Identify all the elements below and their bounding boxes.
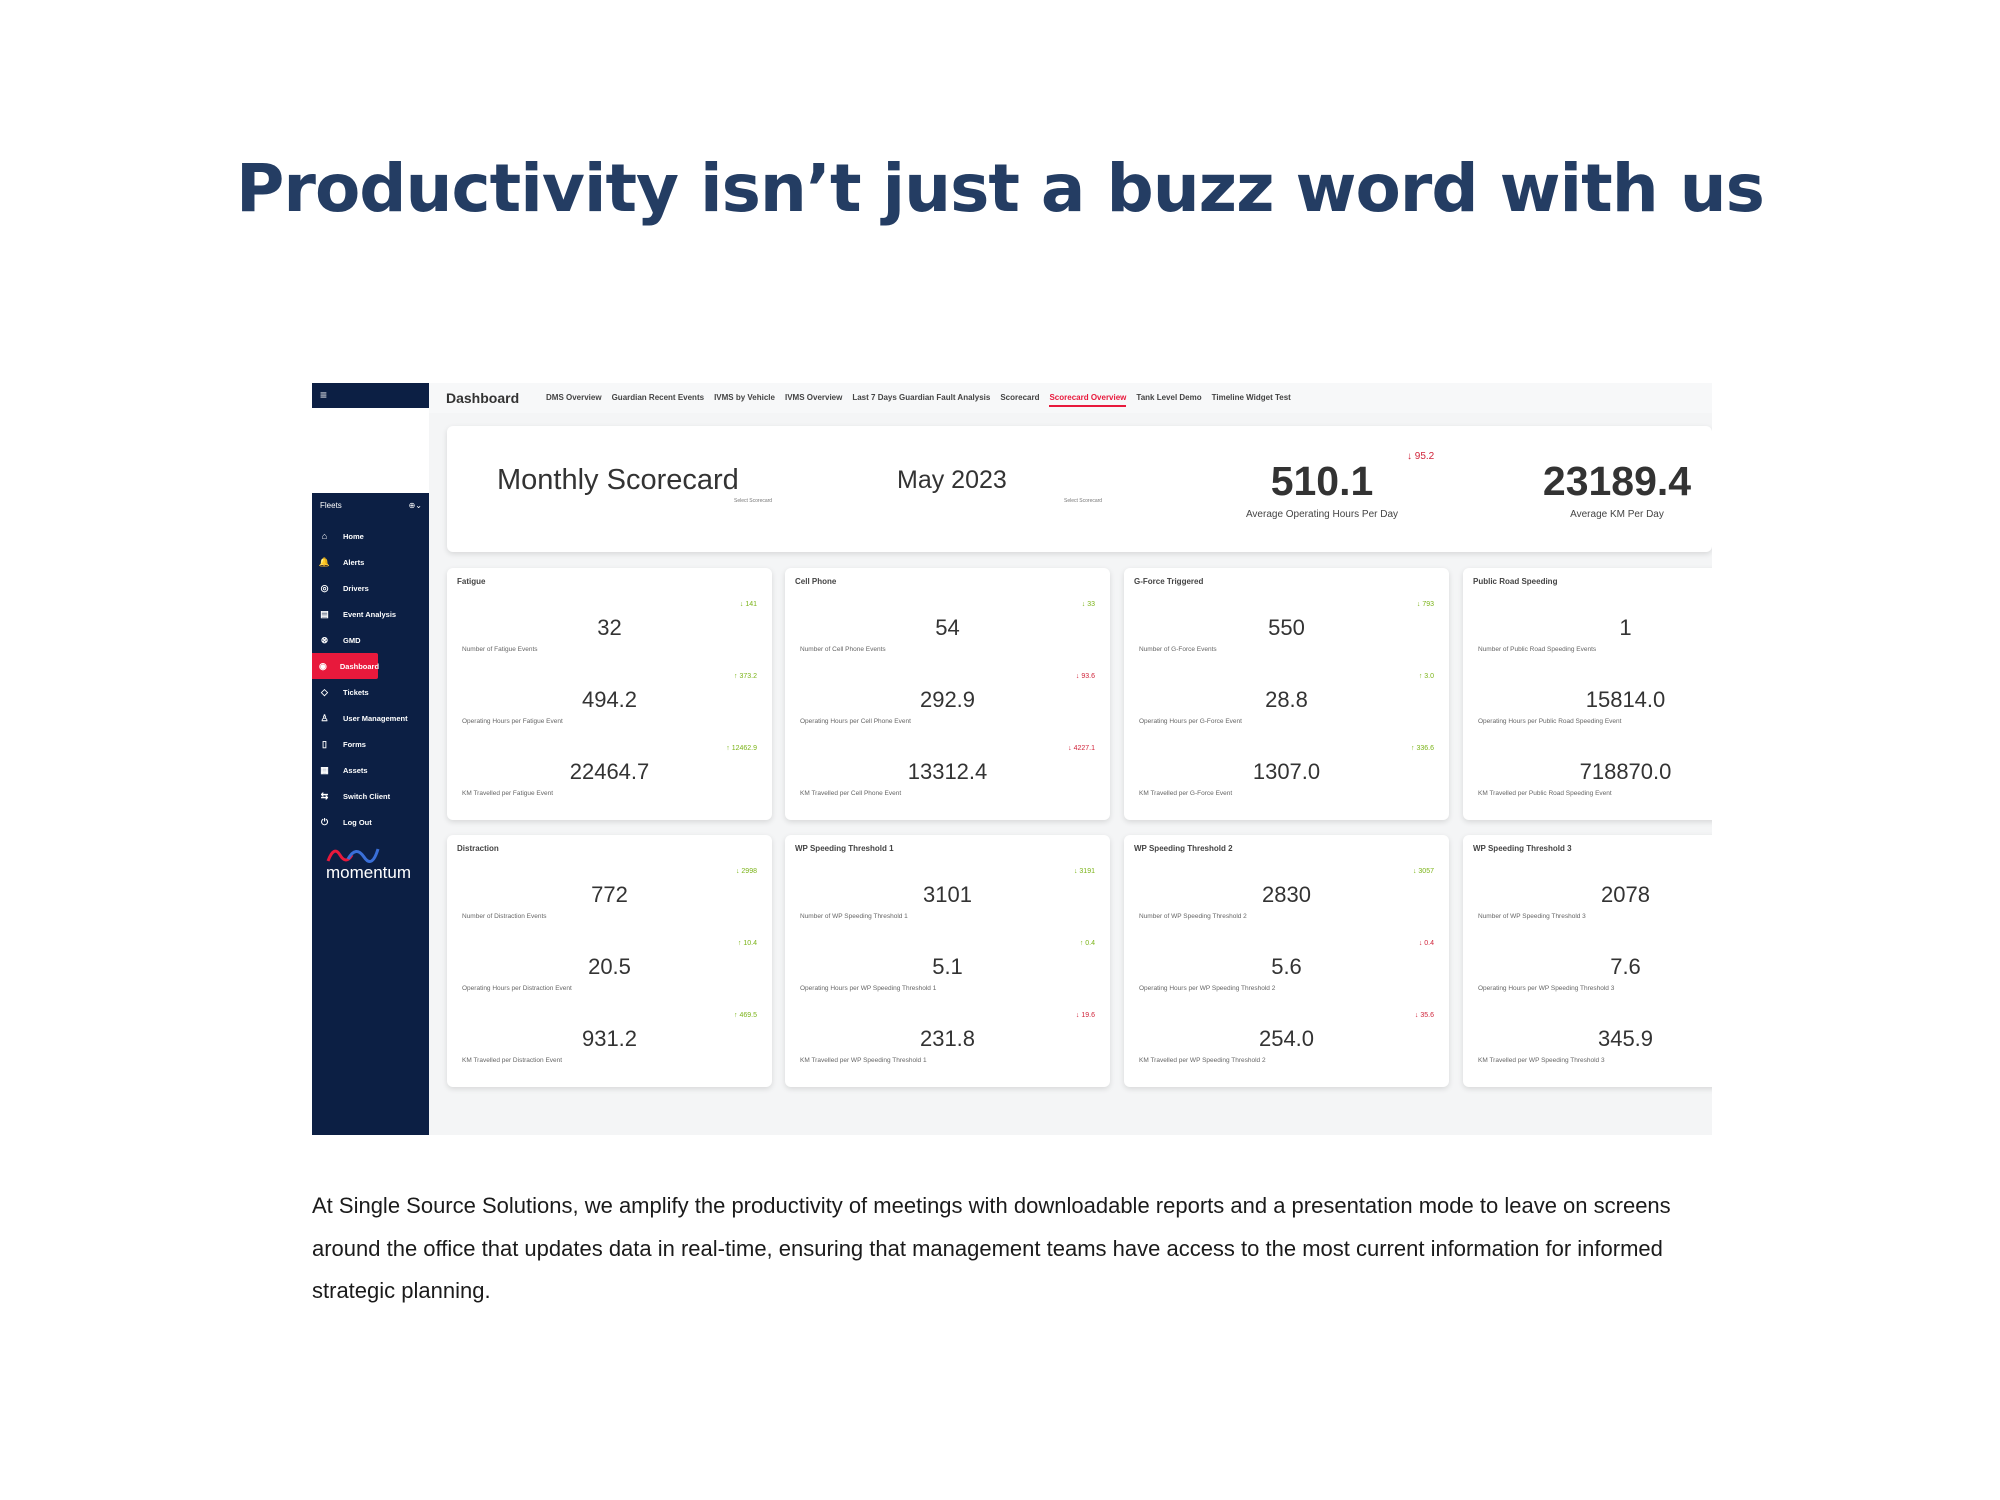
scorecard-card-distraction	[447, 835, 772, 1087]
sidebar-item-drivers[interactable]	[312, 575, 429, 601]
metric-value: 2830	[1262, 882, 1311, 907]
sidebar-item-label: Forms	[343, 739, 366, 749]
card-title: Cell Phone	[795, 577, 837, 586]
select-scorecard-link[interactable]: Select Scorecard	[734, 498, 773, 504]
metric-delta: ↓ 19.6	[1075, 1012, 1095, 1019]
sidebar-item-label: Switch Client	[343, 791, 391, 801]
fleets-label: Fleets	[320, 501, 342, 510]
card-metric	[1124, 868, 1449, 942]
sidebar-item-log-out[interactable]	[312, 809, 429, 835]
metric-value: 1307.0	[1252, 759, 1321, 784]
switch-client-icon: ⇆	[320, 790, 329, 801]
metric-value: 22464.7	[569, 759, 650, 784]
metric-delta: ↓ 93.6	[1075, 673, 1095, 680]
avg-operating-hours-delta: ↓ 95.2	[1407, 451, 1435, 462]
metric-label: Number of G-Force Events	[1139, 646, 1217, 653]
metric-delta: ↓ 35.6	[1414, 1012, 1434, 1019]
metric-label: Number of Cell Phone Events	[800, 646, 886, 653]
metric-label: Operating Hours per WP Speeding Threshold 2	[1139, 985, 1276, 992]
card-metric	[785, 601, 1110, 675]
metric-delta: ↑ 10.4	[737, 940, 757, 947]
avg-km-value: 23189.4	[1542, 458, 1692, 504]
card-metric	[1463, 687, 1712, 747]
user-management-icon: ♙	[320, 712, 329, 723]
card-metric	[1463, 759, 1712, 819]
sidebar-item-label: Home	[343, 531, 364, 541]
metric-label: KM Travelled per Fatigue Event	[462, 790, 554, 797]
metric-delta: ↓ 793	[1416, 601, 1434, 608]
metric-value: 718870.0	[1579, 759, 1672, 784]
card-metric	[785, 868, 1110, 942]
card-metric	[1463, 1026, 1712, 1086]
metric-value: 13312.4	[907, 759, 988, 784]
sidebar	[312, 493, 429, 1135]
metric-value: 28.8	[1265, 687, 1308, 712]
metric-label: KM Travelled per WP Speeding Threshold 1	[800, 1057, 927, 1064]
tickets-icon: ◇	[321, 686, 328, 697]
metric-label: Number of WP Speeding Threshold 2	[1139, 913, 1247, 920]
tab-last-7-days-guardian-fault-analysis[interactable]: Last 7 Days Guardian Fault Analysis	[852, 393, 991, 402]
drivers-icon: ◎	[320, 582, 329, 593]
momentum-logo	[326, 843, 418, 883]
gmd-icon: ⊗	[320, 634, 329, 645]
metric-delta: ↑ 0.4	[1079, 940, 1095, 947]
sidebar-item-label: Drivers	[343, 583, 369, 593]
scorecard-card-g-force-triggered	[1124, 568, 1449, 820]
sidebar-header	[312, 383, 429, 408]
metric-label: Operating Hours per Cell Phone Event	[800, 718, 911, 725]
logo-text: momentum	[326, 863, 412, 882]
scorecard-card-public-road-speeding	[1463, 568, 1712, 820]
card-title: G-Force Triggered	[1134, 577, 1204, 586]
card-metric	[1463, 882, 1712, 942]
scorecard-card-cell-phone	[785, 568, 1110, 820]
forms-icon: ▯	[322, 738, 327, 749]
metric-label: KM Travelled per WP Speeding Threshold 3	[1478, 1057, 1605, 1064]
metric-delta: ↓ 141	[739, 601, 757, 608]
metric-delta: ↑ 3.0	[1418, 673, 1434, 680]
tab-dms-overview[interactable]: DMS Overview	[546, 393, 602, 402]
sidebar-item-alerts[interactable]	[312, 549, 429, 575]
log-out-icon: ⏻	[320, 816, 329, 827]
metric-value: 54	[935, 615, 960, 640]
metric-value: 345.9	[1597, 1026, 1654, 1051]
card-metric	[785, 745, 1110, 819]
metric-value: 772	[591, 882, 628, 907]
metric-value: 3101	[923, 882, 972, 907]
scorecard-month[interactable]: May 2023	[897, 466, 1007, 494]
dashboard-title: Dashboard	[446, 390, 520, 406]
dashboard-icon: ◉	[319, 660, 327, 671]
tab-timeline-widget-test[interactable]: Timeline Widget Test	[1211, 393, 1291, 402]
metric-value: 2078	[1601, 882, 1650, 907]
fleets-selector[interactable]	[320, 501, 424, 515]
sidebar-item-label: Event Analysis	[343, 609, 397, 619]
scorecard-title: Monthly Scorecard	[497, 464, 739, 496]
metric-delta: ↓ 33	[1081, 601, 1095, 608]
metric-delta: ↑ 373.2	[734, 673, 757, 680]
card-metric	[1463, 615, 1712, 675]
caption-paragraph: At Single Source Solutions, we amplify the productivity of meetings with downloadable reports and a presentation mode to leave on screens around the office that updates data in real-time, ensuring that management teams have access to the most current information for informed strategic planning.	[312, 1193, 1671, 1303]
tab-scorecard-overview[interactable]: Scorecard Overview	[1049, 393, 1126, 407]
sidebar-item-dashboard[interactable]	[312, 653, 378, 679]
card-metric	[447, 673, 772, 747]
card-title: Public Road Speeding	[1473, 577, 1558, 586]
sidebar-item-label: Log Out	[343, 817, 372, 827]
avg-operating-hours-value: 510.1	[1270, 458, 1374, 504]
card-metric	[785, 1012, 1110, 1086]
sidebar-item-user-management[interactable]	[312, 705, 429, 731]
metric-label: KM Travelled per G-Force Event	[1139, 790, 1233, 797]
card-metric	[447, 601, 772, 675]
card-metric	[1124, 745, 1449, 819]
metric-value: 15814.0	[1585, 687, 1666, 712]
metric-label: KM Travelled per Public Road Speeding Event	[1478, 790, 1612, 797]
metric-label: Operating Hours per WP Speeding Threshold 1	[800, 985, 937, 992]
metric-value: 292.9	[919, 687, 976, 712]
card-title: Fatigue	[457, 577, 486, 586]
metric-delta: ↓ 2998	[735, 868, 757, 875]
dashboard-screenshot	[312, 383, 1712, 1135]
scorecard-card-wp-speeding-threshold-1	[785, 835, 1110, 1087]
metric-value: 494.2	[581, 687, 638, 712]
assets-icon: ▦	[320, 764, 329, 775]
metric-label: Operating Hours per Public Road Speeding Event	[1478, 718, 1622, 725]
metric-value: 1	[1619, 615, 1632, 640]
metric-value: 7.6	[1610, 954, 1641, 979]
card-metric	[785, 673, 1110, 747]
metric-delta: ↓ 4227.1	[1068, 745, 1095, 752]
avg-operating-hours-label: Average Operating Hours Per Day	[1245, 509, 1399, 520]
home-icon: ⌂	[321, 531, 328, 541]
metric-label: Operating Hours per G-Force Event	[1139, 718, 1242, 725]
sidebar-item-event-analysis[interactable]	[312, 601, 429, 627]
hamburger-menu-icon[interactable]: ≡	[320, 388, 328, 402]
tab-guardian-recent-events[interactable]: Guardian Recent Events	[611, 393, 705, 402]
avg-km-label: Average KM Per Day	[1570, 509, 1664, 520]
sidebar-item-gmd[interactable]	[312, 627, 429, 653]
tab-tank-level-demo[interactable]: Tank Level Demo	[1136, 393, 1202, 402]
metric-delta: ↓ 3057	[1412, 868, 1434, 875]
card-title: Distraction	[457, 844, 499, 853]
metric-label: Operating Hours per Fatigue Event	[462, 718, 563, 725]
fleets-dropdown-icon[interactable]: ⊕⌄	[408, 501, 422, 510]
card-title: WP Speeding Threshold 2	[1134, 844, 1233, 853]
sidebar-item-home[interactable]	[312, 523, 429, 549]
metric-label: Operating Hours per WP Speeding Threshold 3	[1478, 985, 1615, 992]
metric-delta: ↓ 3191	[1073, 868, 1095, 875]
metric-label: Number of WP Speeding Threshold 3	[1478, 913, 1586, 920]
metric-delta: ↑ 12462.9	[726, 745, 757, 752]
metric-value: 931.2	[581, 1026, 638, 1051]
card-metric	[1463, 954, 1712, 1014]
metric-label: Number of Distraction Events	[462, 913, 547, 920]
metric-label: Operating Hours per Distraction Event	[462, 985, 572, 992]
scorecard-card-wp-speeding-threshold-3	[1463, 835, 1712, 1087]
momentum-wave-icon	[326, 843, 386, 865]
select-month-link[interactable]: Select Scorecard	[1064, 498, 1103, 504]
metric-value: 254.0	[1258, 1026, 1315, 1051]
sidebar-nav	[312, 523, 429, 835]
tab-ivms-by-vehicle[interactable]: IVMS by Vehicle	[714, 393, 775, 402]
metric-delta: ↓ 0.4	[1418, 940, 1434, 947]
metric-label: Number of WP Speeding Threshold 1	[800, 913, 908, 920]
card-metric	[785, 940, 1110, 1014]
scorecard-card-wp-speeding-threshold-2	[1124, 835, 1449, 1087]
metric-value: 32	[597, 615, 622, 640]
sidebar-item-label: Tickets	[343, 687, 369, 697]
card-metric	[447, 1012, 772, 1086]
metric-label: Number of Fatigue Events	[462, 646, 538, 653]
alerts-icon: 🔔	[318, 556, 331, 567]
dashboard-tabs	[546, 393, 1291, 407]
sidebar-blank-area	[312, 408, 429, 493]
sidebar-item-assets[interactable]	[312, 757, 429, 783]
event-analysis-icon: ▤	[320, 608, 329, 619]
sidebar-item-label: Dashboard	[339, 661, 380, 671]
card-metric	[447, 745, 772, 819]
sidebar-item-label: Alerts	[343, 557, 365, 567]
card-metric	[1124, 673, 1449, 747]
sidebar-item-tickets[interactable]	[312, 679, 429, 705]
metric-label: KM Travelled per Distraction Event	[462, 1057, 563, 1064]
metric-value: 550	[1268, 615, 1305, 640]
sidebar-item-label: Assets	[343, 765, 368, 775]
metric-value: 20.5	[588, 954, 631, 979]
sidebar-item-label: GMD	[343, 635, 361, 645]
metric-label: Number of Public Road Speeding Events	[1478, 646, 1597, 653]
card-title: WP Speeding Threshold 3	[1473, 844, 1572, 853]
card-metric	[1124, 601, 1449, 675]
card-title: WP Speeding Threshold 1	[795, 844, 894, 853]
tab-scorecard[interactable]: Scorecard	[1000, 393, 1040, 402]
metric-delta: ↑ 469.5	[734, 1012, 757, 1019]
monthly-scorecard-summary	[447, 426, 1712, 552]
card-metric	[447, 868, 772, 942]
sidebar-item-forms[interactable]	[312, 731, 429, 757]
card-metric	[1124, 940, 1449, 1014]
sidebar-item-label: User Management	[343, 713, 408, 723]
tab-ivms-overview[interactable]: IVMS Overview	[784, 393, 843, 402]
top-bar	[429, 383, 1712, 413]
metric-value: 5.1	[932, 954, 963, 979]
metric-label: KM Travelled per Cell Phone Event	[800, 790, 902, 797]
card-metric	[1124, 1012, 1449, 1086]
metric-label: KM Travelled per WP Speeding Threshold 2	[1139, 1057, 1266, 1064]
metric-delta: ↑ 336.6	[1411, 745, 1434, 752]
sidebar-item-switch-client[interactable]	[312, 783, 429, 809]
page-headline: Productivity isn’t just a buzz word with us	[236, 150, 1764, 227]
metric-value: 231.8	[919, 1026, 976, 1051]
scorecard-card-fatigue	[447, 568, 772, 820]
card-metric	[447, 940, 772, 1014]
metric-value: 5.6	[1271, 954, 1302, 979]
